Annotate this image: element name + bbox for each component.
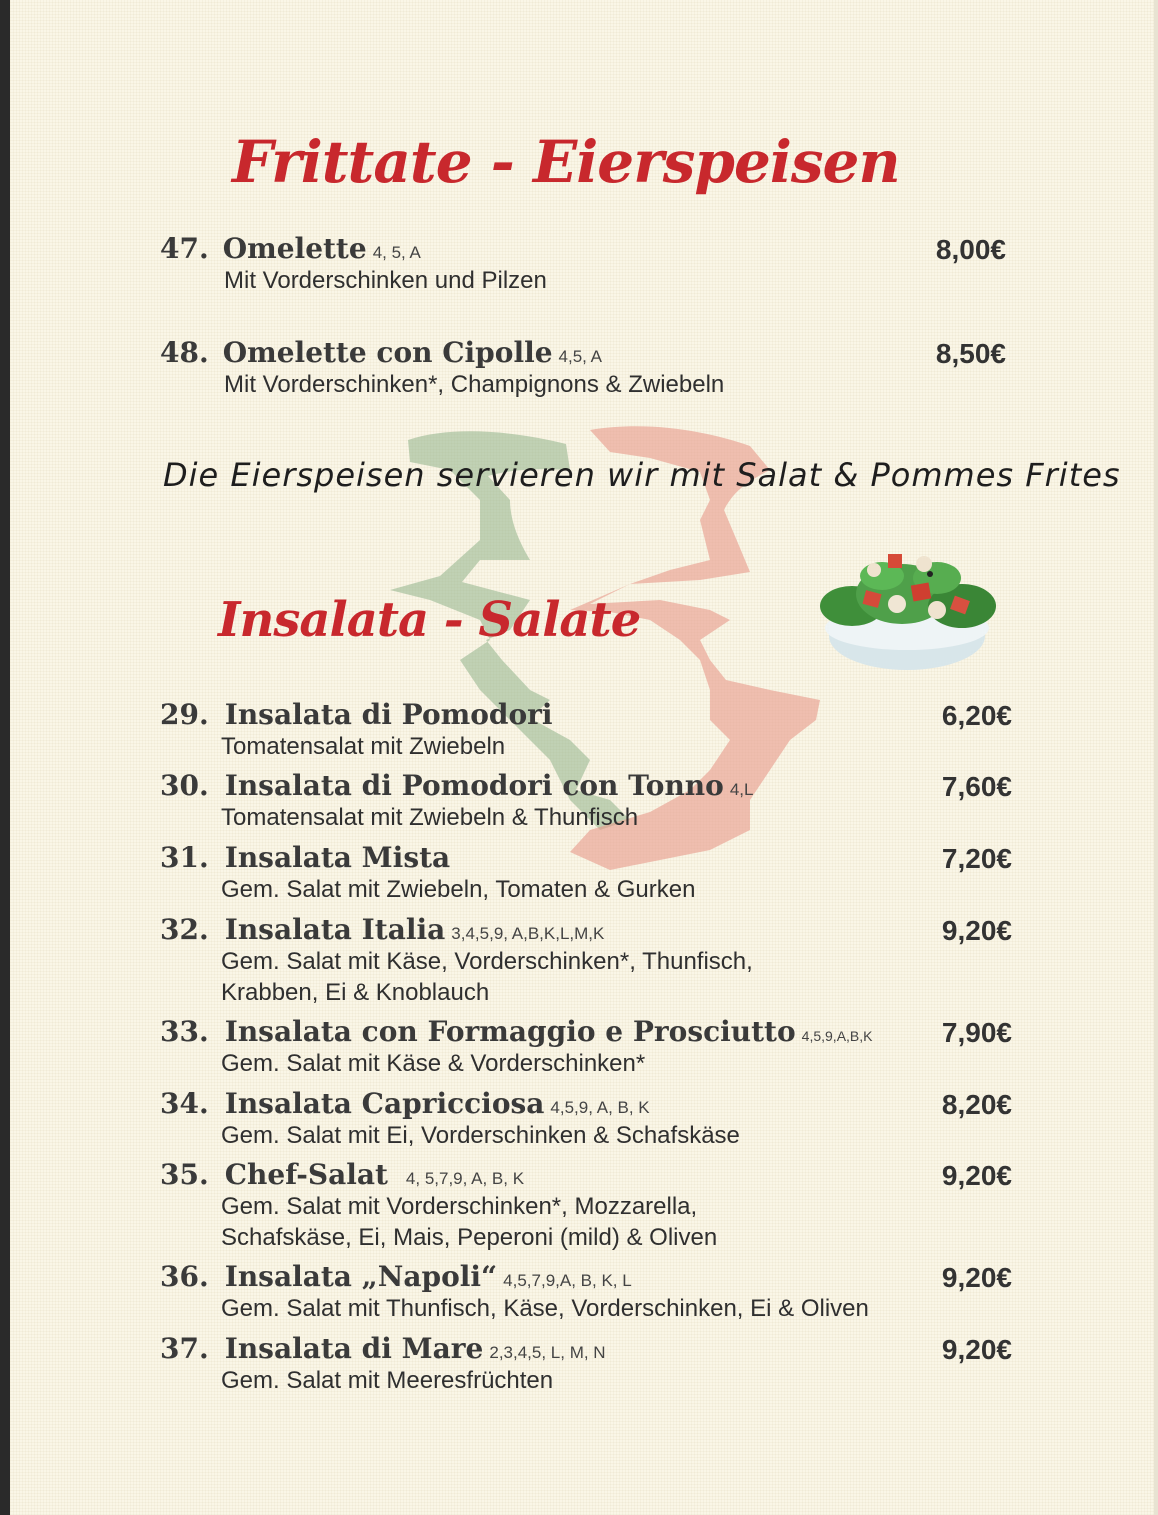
salad-bowl-icon — [812, 536, 1002, 676]
item-name: Insalata Capricciosa — [224, 1087, 545, 1120]
item-price: 8,50€ — [935, 338, 1006, 369]
menu-item-30 — [160, 769, 753, 833]
item-description: Gem. Salat mit Käse & Vorderschinken* — [221, 1050, 646, 1077]
item-description: Mit Vorderschinken*, Champignons & Zwiebeln — [224, 371, 725, 398]
item-number: 32. — [160, 913, 209, 946]
item-price: 6,20€ — [941, 700, 1012, 731]
item-price: 7,20€ — [941, 843, 1012, 874]
menu-item-37 — [160, 1332, 606, 1396]
item-description-line-2: Krabben, Ei & Knoblauch — [221, 979, 490, 1006]
menu-item-35 — [160, 1158, 717, 1253]
item-description: Gem. Salat mit Ei, Vorderschinken & Schafskäse — [221, 1122, 740, 1149]
section-title-frittate: Frittate - Eierspeisen — [232, 128, 900, 196]
item-description: Gem. Salat mit Vorderschinken*, Mozzarella, — [221, 1193, 698, 1220]
item-number: 47. — [160, 232, 209, 265]
menu-item-34 — [160, 1087, 740, 1151]
item-name: Omelette con Cipolle — [222, 336, 553, 369]
item-description: Mit Vorderschinken und Pilzen — [224, 267, 547, 294]
item-number: 36. — [160, 1260, 209, 1293]
menu-item-33 — [160, 1015, 873, 1079]
item-name: Insalata di Pomodori con Tonno — [224, 769, 724, 802]
item-price: 9,20€ — [941, 1262, 1012, 1293]
menu-item-29 — [160, 698, 559, 762]
item-description: Gem. Salat mit Zwiebeln, Tomaten & Gurken — [221, 876, 696, 903]
item-allergens: 3,4,5,9, A,B,K,L,M,K — [451, 924, 605, 943]
item-price: 7,60€ — [941, 771, 1012, 802]
item-number: 31. — [160, 841, 209, 874]
item-number: 30. — [160, 769, 209, 802]
item-description-line-2: Schafskäse, Ei, Mais, Peperoni (mild) & Oliven — [221, 1224, 718, 1251]
item-name: Insalata di Pomodori — [224, 698, 553, 731]
menu-item-32 — [160, 913, 753, 1008]
item-description: Tomatensalat mit Zwiebeln & Thunfisch — [221, 804, 639, 831]
page-edge-right — [1154, 0, 1158, 1515]
menu-item-48 — [160, 336, 724, 400]
item-allergens: 4, 5,7,9, A, B, K — [405, 1169, 525, 1188]
item-number: 34. — [160, 1087, 209, 1120]
item-number: 29. — [160, 698, 209, 731]
item-description: Gem. Salat mit Meeresfrüchten — [221, 1367, 554, 1394]
item-price: 9,20€ — [941, 1160, 1012, 1191]
item-price: 7,90€ — [941, 1017, 1012, 1048]
item-allergens: 2,3,4,5, L, M, N — [489, 1343, 606, 1362]
item-allergens: 4,5, A — [558, 347, 603, 366]
menu-item-47 — [160, 232, 547, 296]
item-number: 35. — [160, 1158, 209, 1191]
item-name: Insalata con Formaggio e Prosciutto — [224, 1015, 796, 1048]
item-price: 8,00€ — [935, 234, 1006, 265]
item-name: Insalata Mista — [224, 841, 451, 874]
item-name: Chef-Salat — [224, 1158, 388, 1191]
item-allergens: 4, 5, A — [372, 243, 421, 262]
item-price: 8,20€ — [941, 1089, 1012, 1120]
item-allergens: 4,L — [729, 780, 754, 799]
item-number: 33. — [160, 1015, 209, 1048]
item-name: Insalata „Napoli“ — [224, 1260, 498, 1293]
eierspeisen-note: Die Eierspeisen servieren wir mit Salat & Pommes Frites — [163, 456, 1121, 494]
item-description: Gem. Salat mit Thunfisch, Käse, Vorderschinken, Ei & Oliven — [221, 1295, 869, 1322]
item-number: 48. — [160, 336, 209, 369]
item-description: Tomatensalat mit Zwiebeln — [221, 733, 506, 760]
item-name: Insalata Italia — [224, 913, 446, 946]
item-description: Gem. Salat mit Käse, Vorderschinken*, Thunfisch, — [221, 948, 753, 975]
page-edge — [0, 0, 10, 1515]
section-title-insalata: Insalata - Salate — [218, 592, 641, 648]
item-allergens: 4,5,9,A,B,K — [801, 1028, 873, 1044]
item-price: 9,20€ — [941, 915, 1012, 946]
item-name: Omelette — [222, 232, 367, 265]
item-allergens: 4,5,9, A, B, K — [550, 1098, 650, 1117]
menu-item-31 — [160, 841, 695, 905]
item-allergens: 4,5,7,9,A, B, K, L — [503, 1271, 632, 1290]
item-price: 9,20€ — [941, 1334, 1012, 1365]
menu-item-36 — [160, 1260, 869, 1324]
item-number: 37. — [160, 1332, 209, 1365]
item-name: Insalata di Mare — [224, 1332, 484, 1365]
